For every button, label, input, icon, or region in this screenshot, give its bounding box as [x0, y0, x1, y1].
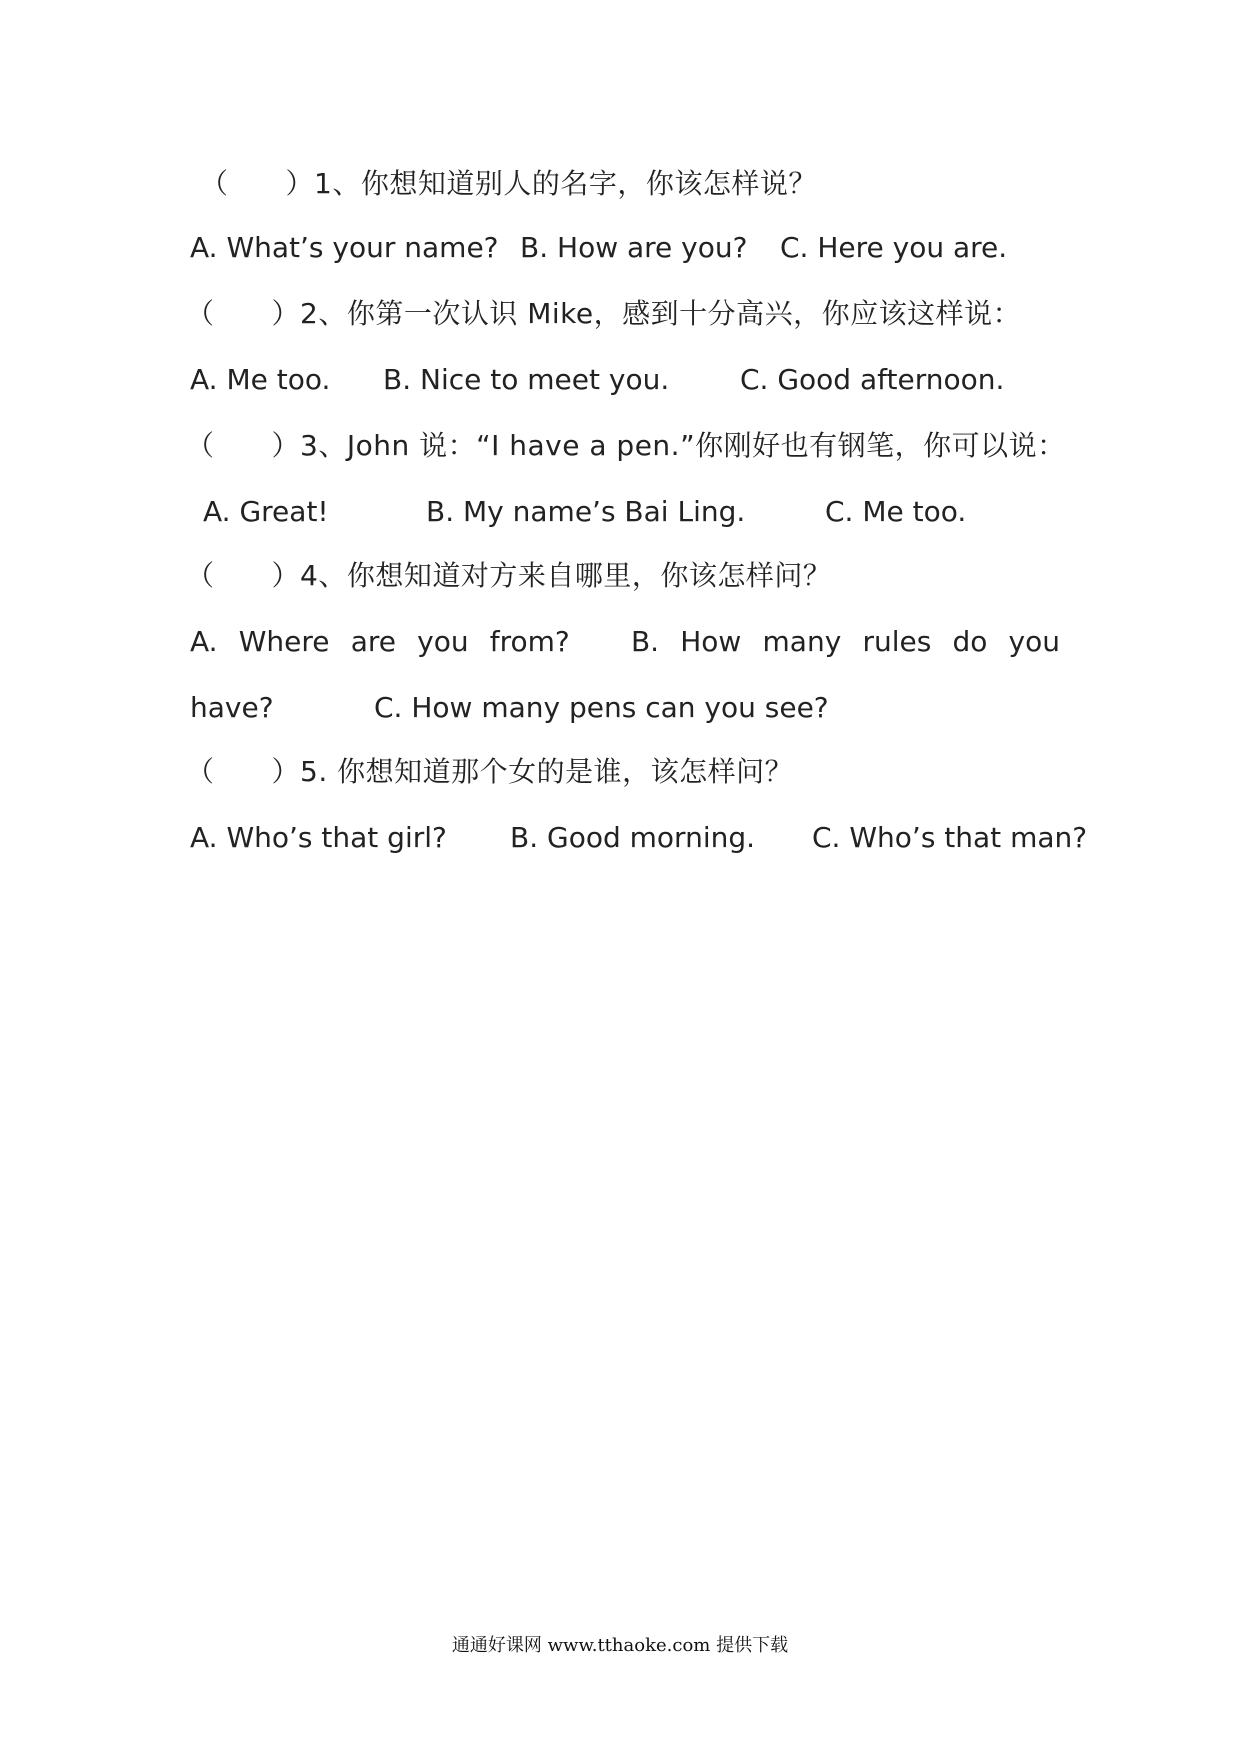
- question-4-word: you: [1008, 625, 1060, 658]
- question-2-option-a: A. Me too.: [190, 363, 331, 396]
- question-4-options-line-1: [190, 624, 1060, 660]
- question-5-option-a: A. Who’s that girl?: [190, 821, 447, 854]
- question-3-option-a: A. Great!: [203, 495, 329, 528]
- question-4-stem: （ ）4、你想知道对方来自哪里，你该怎样问？: [186, 559, 832, 592]
- question-3-stem: （ ）3、John 说：“I have a pen.”你刚好也有钢笔，你可以说：: [186, 429, 1066, 462]
- question-4-word: B.: [630, 625, 660, 658]
- question-2-option-c: C. Good afternoon.: [740, 363, 1005, 396]
- question-4-word: many: [762, 625, 842, 658]
- page-footer: 通通好课网 www.tthaoke.com 提供下载: [451, 1635, 789, 1656]
- question-5-option-c: C. Who’s that man?: [812, 821, 1088, 854]
- question-1-option-c: C. Here you are.: [780, 231, 1008, 264]
- question-1-stem: （ ）1、你想知道别人的名字，你该怎样说？: [200, 167, 817, 200]
- question-4-word: Where: [238, 625, 330, 658]
- question-4-option-c: C. How many pens can you see?: [374, 691, 829, 724]
- question-4-word: A.: [190, 625, 218, 658]
- question-4-word: rules: [862, 625, 932, 658]
- question-3-option-c: C. Me too.: [825, 495, 967, 528]
- question-4-word: do: [952, 625, 988, 658]
- question-4-word: you: [417, 625, 469, 658]
- question-2-option-b: B. Nice to meet you.: [383, 363, 670, 396]
- question-3-option-b: B. My name’s Bai Ling.: [426, 495, 746, 528]
- question-4-word: are: [350, 625, 396, 658]
- question-4-option-b-continued: have?: [190, 691, 274, 724]
- question-1-option-a: A. What’s your name?: [190, 231, 499, 264]
- question-4-word: How: [680, 625, 742, 658]
- question-4-word: from?: [489, 625, 570, 658]
- question-1-option-b: B. How are you?: [520, 231, 748, 264]
- question-2-stem: （ ）2、你第一次认识 Mike，感到十分高兴，你应该这样说：: [186, 297, 1022, 330]
- question-5-option-b: B. Good morning.: [510, 821, 756, 854]
- question-5-stem: （ ）5. 你想知道那个女的是谁，该怎样问？: [186, 755, 794, 788]
